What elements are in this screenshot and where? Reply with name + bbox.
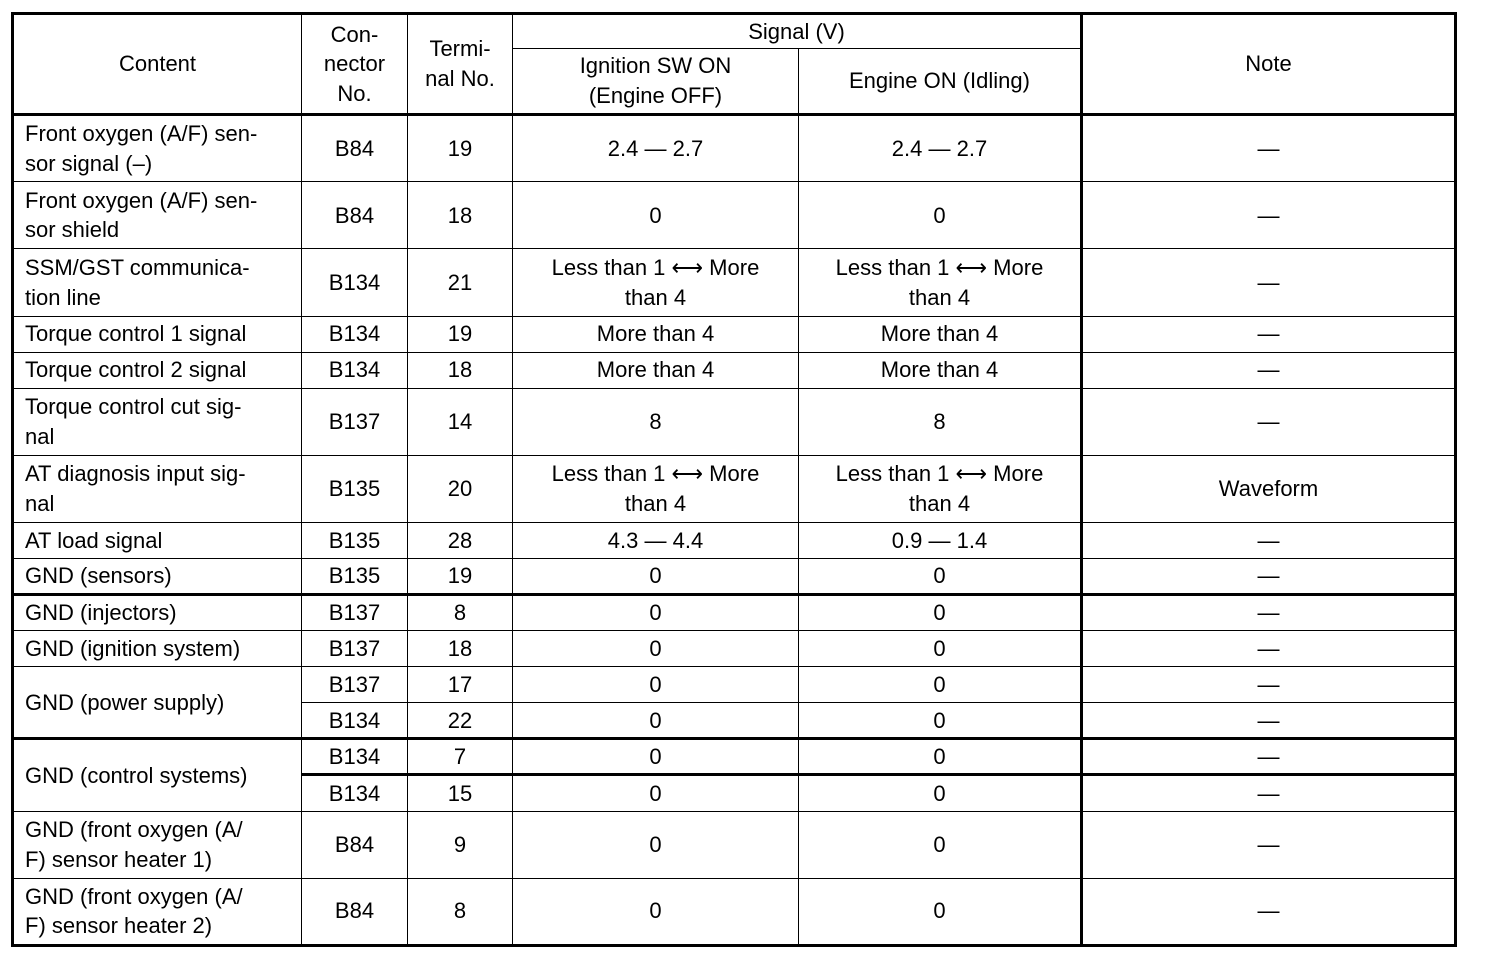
cell-content: GND (front oxygen (A/ F) sensor heater 1) — [13, 811, 302, 878]
cell-note: — — [1082, 115, 1456, 182]
cell-engine-on: 0 — [799, 878, 1082, 945]
cell-ignition-on: More than 4 — [513, 352, 799, 388]
table-row — [13, 559, 1456, 595]
cell-connector: B84 — [302, 115, 408, 182]
cell-engine-on: 8 — [799, 388, 1082, 455]
cell-content: AT diagnosis input sig- nal — [13, 455, 302, 522]
table-row — [13, 667, 1456, 703]
cell-note: — — [1082, 811, 1456, 878]
table-row — [13, 115, 1456, 182]
cell-connector: B84 — [302, 878, 408, 945]
cell-connector: B137 — [302, 631, 408, 667]
cell-engine-on: 0 — [799, 182, 1082, 249]
table-row — [13, 316, 1456, 352]
header-row — [13, 14, 1456, 49]
cell-note: — — [1082, 775, 1456, 811]
cell-terminal: 7 — [408, 739, 513, 775]
cell-content: GND (ignition system) — [13, 631, 302, 667]
cell-content: SSM/GST communica- tion line — [13, 249, 302, 316]
cell-ignition-on: More than 4 — [513, 316, 799, 352]
cell-terminal: 28 — [408, 523, 513, 559]
cell-content: GND (sensors) — [13, 559, 302, 595]
cell-terminal: 8 — [408, 595, 513, 631]
cell-ignition-on: 0 — [513, 182, 799, 249]
cell-connector: B134 — [302, 775, 408, 811]
cell-ignition-on: 0 — [513, 631, 799, 667]
table-row — [13, 878, 1456, 945]
table-row — [13, 182, 1456, 249]
cell-note: — — [1082, 523, 1456, 559]
header-ignition-on: Ignition SW ON (Engine OFF) — [513, 49, 799, 115]
cell-note: — — [1082, 739, 1456, 775]
header-terminal: Termi- nal No. — [408, 14, 513, 115]
cell-terminal: 14 — [408, 388, 513, 455]
header-connector: Con- nector No. — [302, 14, 408, 115]
table-row — [13, 455, 1456, 522]
cell-note: — — [1082, 631, 1456, 667]
cell-connector: B134 — [302, 352, 408, 388]
cell-terminal: 20 — [408, 455, 513, 522]
cell-engine-on: 0 — [799, 667, 1082, 703]
table-row — [13, 249, 1456, 316]
cell-terminal: 8 — [408, 878, 513, 945]
table-row — [13, 523, 1456, 559]
cell-note: — — [1082, 388, 1456, 455]
cell-connector: B137 — [302, 388, 408, 455]
cell-ignition-on: 0 — [513, 775, 799, 811]
cell-note: — — [1082, 878, 1456, 945]
table-row — [13, 811, 1456, 878]
cell-connector: B134 — [302, 739, 408, 775]
header-engine-on: Engine ON (Idling) — [799, 49, 1082, 115]
cell-ignition-on: 0 — [513, 739, 799, 775]
table-row — [13, 595, 1456, 631]
cell-terminal: 21 — [408, 249, 513, 316]
header-note: Note — [1082, 14, 1456, 115]
cell-ignition-on: 2.4 — 2.7 — [513, 115, 799, 182]
cell-content: Front oxygen (A/F) sen- sor signal (–) — [13, 115, 302, 182]
cell-note: — — [1082, 316, 1456, 352]
ecm-terminal-table — [11, 12, 1457, 947]
cell-ignition-on: Less than 1 ⟷ More than 4 — [513, 249, 799, 316]
cell-note: — — [1082, 352, 1456, 388]
cell-note: Waveform — [1082, 455, 1456, 522]
cell-ignition-on: 0 — [513, 703, 799, 739]
cell-terminal: 22 — [408, 703, 513, 739]
cell-terminal: 19 — [408, 316, 513, 352]
cell-ignition-on: 0 — [513, 667, 799, 703]
cell-note: — — [1082, 595, 1456, 631]
cell-connector: B134 — [302, 249, 408, 316]
cell-ignition-on: Less than 1 ⟷ More than 4 — [513, 455, 799, 522]
cell-connector: B137 — [302, 667, 408, 703]
cell-content: GND (control systems) — [13, 739, 302, 811]
cell-engine-on: 0 — [799, 631, 1082, 667]
cell-note: — — [1082, 703, 1456, 739]
cell-engine-on: 0 — [799, 739, 1082, 775]
cell-content: Front oxygen (A/F) sen- sor shield — [13, 182, 302, 249]
cell-note: — — [1082, 182, 1456, 249]
cell-terminal: 18 — [408, 182, 513, 249]
cell-terminal: 19 — [408, 115, 513, 182]
cell-content: GND (power supply) — [13, 667, 302, 739]
cell-content: GND (injectors) — [13, 595, 302, 631]
cell-note: — — [1082, 667, 1456, 703]
cell-ignition-on: 0 — [513, 559, 799, 595]
cell-engine-on: Less than 1 ⟷ More than 4 — [799, 249, 1082, 316]
cell-engine-on: 0.9 — 1.4 — [799, 523, 1082, 559]
cell-engine-on: More than 4 — [799, 316, 1082, 352]
cell-content: Torque control 1 signal — [13, 316, 302, 352]
cell-content: Torque control 2 signal — [13, 352, 302, 388]
cell-connector: B84 — [302, 811, 408, 878]
table-row — [13, 388, 1456, 455]
cell-engine-on: More than 4 — [799, 352, 1082, 388]
cell-terminal: 9 — [408, 811, 513, 878]
cell-engine-on: 0 — [799, 595, 1082, 631]
cell-ignition-on: 0 — [513, 811, 799, 878]
cell-engine-on: 0 — [799, 703, 1082, 739]
cell-ignition-on: 8 — [513, 388, 799, 455]
cell-engine-on: 0 — [799, 775, 1082, 811]
cell-note: — — [1082, 559, 1456, 595]
cell-terminal: 18 — [408, 352, 513, 388]
cell-engine-on: Less than 1 ⟷ More than 4 — [799, 455, 1082, 522]
cell-note: — — [1082, 249, 1456, 316]
cell-content: Torque control cut sig- nal — [13, 388, 302, 455]
cell-engine-on: 2.4 — 2.7 — [799, 115, 1082, 182]
cell-terminal: 15 — [408, 775, 513, 811]
cell-content: GND (front oxygen (A/ F) sensor heater 2) — [13, 878, 302, 945]
cell-connector: B134 — [302, 316, 408, 352]
header-signal: Signal (V) — [513, 14, 1082, 49]
cell-engine-on: 0 — [799, 559, 1082, 595]
cell-ignition-on: 0 — [513, 878, 799, 945]
cell-connector: B84 — [302, 182, 408, 249]
cell-connector: B135 — [302, 455, 408, 522]
table-row — [13, 739, 1456, 775]
cell-terminal: 17 — [408, 667, 513, 703]
cell-connector: B137 — [302, 595, 408, 631]
cell-connector: B135 — [302, 523, 408, 559]
cell-connector: B135 — [302, 559, 408, 595]
cell-ignition-on: 4.3 — 4.4 — [513, 523, 799, 559]
cell-content: AT load signal — [13, 523, 302, 559]
cell-engine-on: 0 — [799, 811, 1082, 878]
cell-ignition-on: 0 — [513, 595, 799, 631]
table-row — [13, 352, 1456, 388]
cell-terminal: 18 — [408, 631, 513, 667]
table-row — [13, 631, 1456, 667]
cell-connector: B134 — [302, 703, 408, 739]
cell-terminal: 19 — [408, 559, 513, 595]
header-content: Content — [13, 14, 302, 115]
